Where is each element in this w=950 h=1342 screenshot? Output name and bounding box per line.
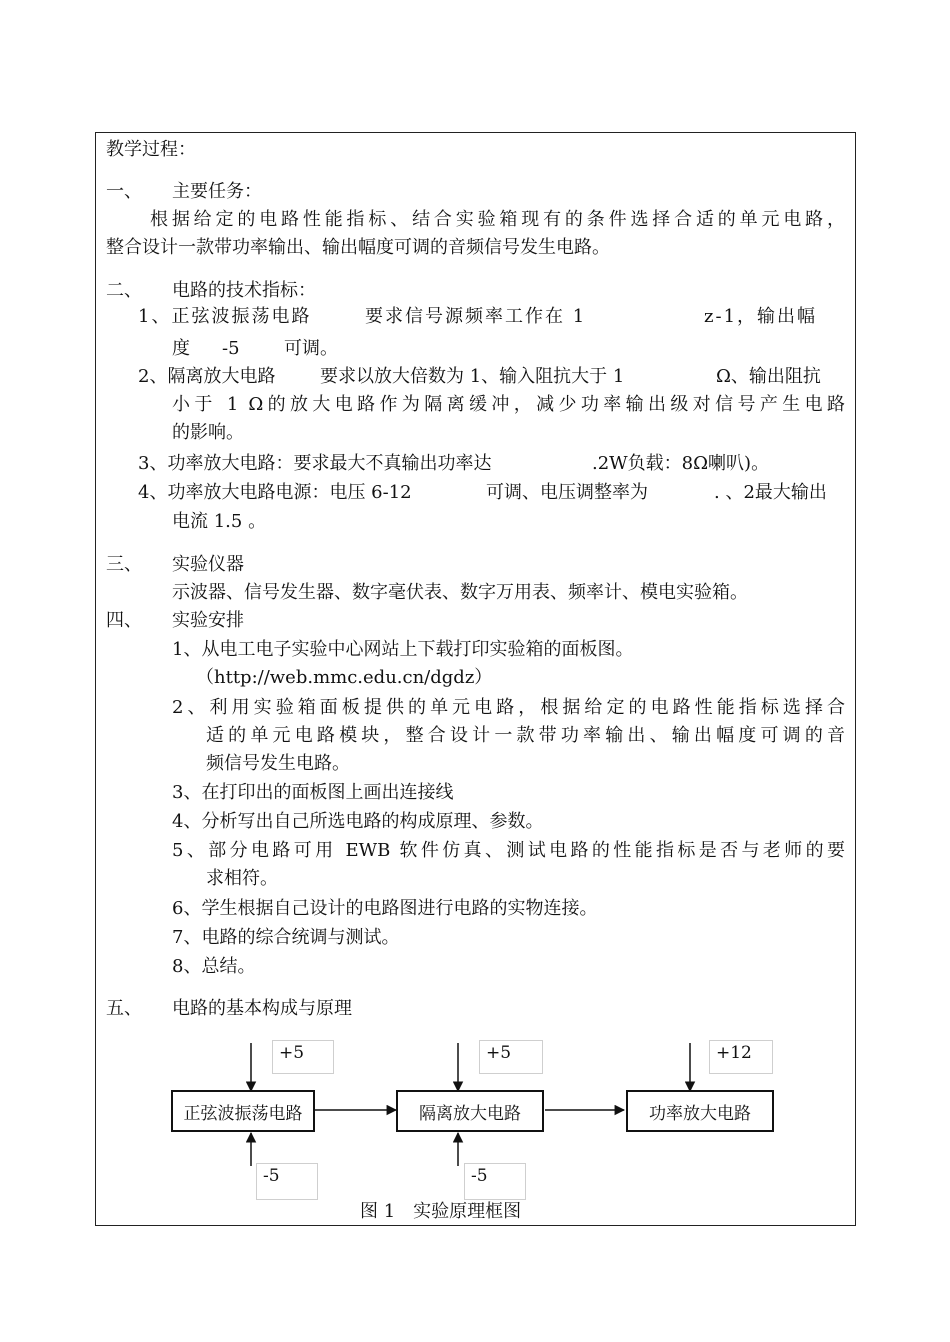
item2-output: Ω、输出阻抗 [716,366,821,387]
arrangement-item: 3、在打印出的面板图上画出连接线 [172,782,454,803]
supply-label-bottom-2: -5 [464,1163,526,1200]
section3-instruments: 示波器、信号发生器、数字毫伏表、数字万用表、频率计、模电实验箱。 [172,582,748,603]
supply-label-top-1: +5 [272,1040,334,1074]
item2-line3: 的影响。 [172,422,244,443]
item2-name: 2、隔离放大电路 [138,366,276,387]
section2-number: 二、 [106,280,142,301]
item3-load: .2W负载：8Ω喇叭)。 [592,453,770,474]
arrangement-item: （http://web.mmc.edu.cn/dgdz） [196,667,493,688]
arrangement-item: 1、从电工电子实验中心网站上下载打印实验箱的面板图。 [172,639,634,660]
supply-label-top-3: +12 [709,1040,773,1074]
figure-caption: 图 1 实验原理框图 [360,1201,522,1222]
arrangement-item: 频信号发生电路。 [206,753,350,774]
arrangement-item: 5、部分电路可用 EWB 软件仿真、测试电路的性能指标是否与老师的要 [172,840,845,861]
item4-adjust: 可调、电压调整率为 [486,482,648,503]
item1-cont-c: 可调。 [284,338,338,359]
block-isolation-amplifier: 隔离放大电路 [396,1090,544,1132]
item2-line2: 小于 1 Ω的放大电路作为隔离缓冲，减少功率输出级对信号产生电路 [172,394,845,415]
item2-requirement: 要求以放大倍数为 1、输入阻抗大于 1 [320,366,625,387]
item4-text: 4、功率放大电路电源：电压 6-12 [138,482,412,503]
arrangement-item: 求相符。 [206,868,278,889]
item1-requirement: 要求信号源频率工作在 1 [365,306,587,327]
item1-cont-b: -5 [222,338,240,359]
item3-text: 3、功率放大电路：要求最大不真输出功率达 [138,453,492,474]
section5-title: 电路的基本构成与原理 [172,998,352,1019]
supply-label-top-2: +5 [479,1040,543,1074]
section1-number: 一、 [106,181,142,202]
section1-line2: 整合设计一款带功率输出、输出幅度可调的音频信号发生电路。 [106,237,610,258]
block-power-amplifier: 功率放大电路 [626,1090,774,1132]
section5-number: 五、 [106,998,142,1019]
arrangement-item: 适的单元电路模块，整合设计一款带功率输出、输出幅度可调的音 [206,725,845,746]
header-label: 教学过程： [106,139,196,160]
item1-cont-a: 度 [172,338,190,359]
section4-number: 四、 [106,610,142,631]
item1-name: 1、正弦波振荡电路 [138,306,312,327]
section3-number: 三、 [106,554,142,575]
section3-title: 实验仪器 [172,554,244,575]
section1-line1: 根据给定的电路性能指标、结合实验箱现有的条件选择合适的单元电路， [150,209,845,230]
item4-output: . 、2最大输出 [714,482,827,503]
arrangement-item: 6、学生根据自己设计的电路图进行电路的实物连接。 [172,898,598,919]
arrangement-item: 8、总结。 [172,956,256,977]
item4-current: 电流 1.5 。 [172,511,267,532]
arrangement-item: 7、电路的综合统调与测试。 [172,927,400,948]
section2-title: 电路的技术指标： [172,280,316,301]
arrangement-item: 4、分析写出自己所选电路的构成原理、参数。 [172,811,544,832]
section1-title: 主要任务： [172,181,262,202]
supply-label-bottom-1: -5 [256,1163,318,1200]
section4-title: 实验安排 [172,610,244,631]
arrangement-item: 2、利用实验箱面板提供的单元电路，根据给定的电路性能指标选择合 [172,697,845,718]
item1-range: z-1，输出幅 [704,306,818,327]
block-sine-oscillator: 正弦波振荡电路 [171,1090,315,1132]
